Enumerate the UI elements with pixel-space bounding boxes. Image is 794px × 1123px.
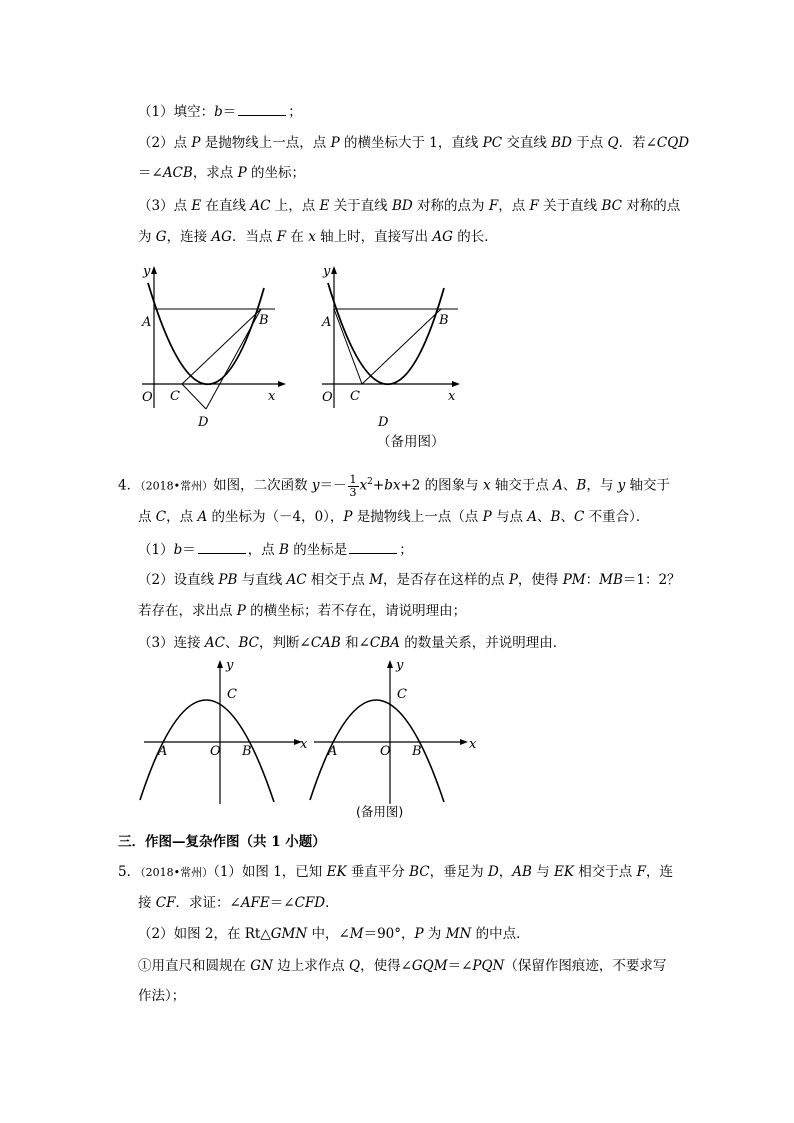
denominator: 3 (349, 485, 357, 499)
text: （2）如图 2，在 Rt△ (138, 926, 271, 942)
var: x (482, 477, 491, 494)
var: AB (512, 864, 532, 880)
q3-part2-line1 (138, 133, 689, 153)
label-B: B (412, 744, 422, 759)
label-A: A (158, 744, 168, 759)
text: 上，点 (270, 198, 320, 214)
var: Q (349, 958, 361, 974)
var: BD (391, 198, 413, 214)
text: +2 的图象与 (400, 477, 483, 494)
q4-part1 (138, 539, 413, 560)
answer-blank (349, 539, 397, 554)
text: 与 (531, 864, 555, 880)
label-C: C (397, 687, 407, 702)
var: M (349, 926, 364, 942)
var: EK (326, 864, 347, 880)
label-C: C (170, 389, 180, 404)
var: P (482, 509, 492, 525)
text: ． (325, 895, 339, 911)
exponent: 2 (367, 477, 373, 487)
text: 的坐标； (246, 165, 305, 181)
var: M (369, 572, 384, 588)
var: P (191, 135, 201, 151)
y-axis-arrow (217, 660, 223, 668)
text: （3）连接 (138, 635, 205, 651)
label-x: x (300, 737, 308, 752)
var: AG (432, 229, 453, 245)
var: GQM (411, 958, 448, 974)
text: ．求证：∠ (175, 895, 241, 911)
numerator: 1 (349, 472, 357, 486)
text: （2）设直线 (138, 572, 219, 588)
question-source: （2018•常州） (140, 479, 214, 493)
text: 在 (286, 229, 309, 245)
text: （1）填空： (138, 104, 215, 120)
line-DB (206, 309, 261, 409)
text: ，连 (645, 864, 673, 880)
text: 的长． (452, 229, 498, 245)
text: ＝∠ (138, 165, 163, 181)
text: ＝－ (319, 477, 347, 494)
q5-sub1-line2: 作法）； (138, 988, 186, 1004)
var: BC (238, 635, 259, 651)
x-axis-arrow (278, 381, 286, 387)
var: P (237, 165, 247, 181)
text: 边上求作点 (272, 958, 349, 974)
text: ＝ (182, 542, 196, 558)
label-A: A (322, 315, 332, 330)
text: ； (399, 542, 413, 558)
q4-part3 (138, 633, 566, 653)
text: （2）点 (138, 135, 192, 151)
text: 是抛物线上一点（点 (352, 509, 483, 525)
line-CB (362, 309, 441, 384)
label-y: y (323, 264, 331, 279)
line-CD (182, 384, 206, 409)
text: ，点 (498, 198, 530, 214)
text: 与点 (491, 509, 528, 525)
var: P (343, 509, 353, 525)
text: 关于直线 (329, 198, 392, 214)
var: Q (607, 135, 619, 151)
text: （3）点 (138, 198, 192, 214)
text: ，使得∠ (360, 958, 412, 974)
q4-line1 (118, 468, 670, 501)
text: 关于直线 (538, 198, 602, 214)
label-O: O (322, 390, 333, 405)
text: ＝∠ (269, 895, 295, 911)
text: ，判断∠ (259, 635, 311, 651)
text: ，是否存在这样的点 (383, 572, 509, 588)
var: F (276, 229, 287, 245)
var: CAB (310, 635, 341, 651)
text: 交直线 (502, 135, 552, 151)
answer-blank (238, 101, 286, 116)
q3-part1 (138, 101, 302, 122)
text: ，求点 (192, 165, 238, 181)
label-D: D (378, 415, 389, 430)
text: 的坐标是 (288, 542, 348, 558)
var: x (308, 229, 316, 245)
var: CFD (294, 895, 326, 911)
text: 如图，二次函数 (213, 477, 312, 494)
text: ①用直尺和圆规在 (138, 958, 251, 974)
x-axis-arrow (452, 381, 460, 387)
q4-figure-1 (136, 654, 310, 806)
text: （保留作图痕迹，不要求写 (504, 958, 667, 974)
q5-line2 (138, 893, 339, 913)
label-y: y (143, 264, 151, 279)
text: 轴上时，直接写出 (315, 229, 433, 245)
text: 相交于点 (574, 864, 637, 880)
q3-figure-1 (138, 258, 288, 430)
q4-part2-line1 (138, 570, 681, 590)
label-A: A (328, 744, 338, 759)
text: ＝1：2？ (622, 572, 681, 588)
var: x (359, 477, 368, 494)
label-C: C (350, 389, 360, 404)
label-B: B (439, 313, 449, 328)
text: 于点 (571, 135, 608, 151)
text: ， (498, 864, 513, 880)
var: B (576, 477, 587, 494)
y-axis-arrow (331, 266, 337, 274)
text: 对称的点为 (412, 198, 489, 214)
label-y: y (396, 658, 404, 673)
var: A (197, 509, 208, 525)
text: 为 (138, 229, 156, 245)
text: ，垂足为 (429, 864, 488, 880)
fraction (348, 474, 359, 499)
text: 、 (562, 477, 577, 494)
text: + (372, 477, 385, 494)
var: C (155, 509, 167, 525)
var: CF (155, 895, 176, 911)
text: 、 (560, 509, 574, 525)
text: 轴交于 (625, 477, 671, 494)
text: ，点 (166, 509, 198, 525)
var: G (155, 229, 167, 245)
var: CQD (656, 135, 690, 151)
x-axis-arrow (460, 739, 468, 745)
text: ，与 (586, 477, 618, 494)
parabola (148, 283, 264, 384)
var: b (214, 104, 223, 120)
y-axis-arrow (151, 266, 157, 274)
text: ； (288, 104, 302, 120)
var: D (487, 864, 499, 880)
label-B: B (259, 313, 269, 328)
var: AG (211, 229, 232, 245)
q3-part2-line2 (138, 163, 305, 183)
q5-sub1-line1 (138, 956, 666, 976)
text: ＝∠ (447, 958, 473, 974)
text: 相交于点 (306, 572, 370, 588)
text: 、 (224, 635, 239, 651)
text: 和∠ (340, 635, 370, 651)
var: P (330, 135, 340, 151)
var: PB (218, 572, 238, 588)
var: PM (562, 572, 586, 588)
var: PC (482, 135, 503, 151)
text: 为 (423, 926, 446, 942)
var: P (236, 603, 246, 619)
text: 不重合）． (584, 509, 650, 525)
var: AC (286, 572, 307, 588)
var: P (414, 926, 424, 942)
text: ＝ (222, 104, 237, 120)
parabola (328, 283, 444, 384)
var: F (488, 198, 499, 214)
line-AC (334, 309, 362, 384)
text: ，点 (247, 542, 280, 558)
text: 中，∠ (307, 926, 350, 942)
q3-part3-line2 (138, 227, 498, 247)
var: E (319, 198, 330, 214)
text: 的数量关系，并说明理由． (399, 635, 567, 651)
label-C: C (227, 687, 237, 702)
var: B (279, 542, 289, 558)
answer-blank (198, 539, 246, 554)
label-A: A (142, 315, 152, 330)
label-x: x (448, 389, 456, 404)
text: 点 (138, 509, 156, 525)
text: 的横坐标；若不存在，请说明理由； (245, 603, 467, 619)
text: 是抛物线上一点，点 (200, 135, 331, 151)
label-x: x (469, 737, 477, 752)
q5-part2 (138, 924, 530, 944)
label-B: B (242, 744, 252, 759)
label-D: D (198, 415, 209, 430)
q3-figure-2 (318, 258, 468, 430)
text: 轴交于点 (490, 477, 554, 494)
section-title: 三．作图—复杂作图（共 1 小题） (118, 834, 326, 850)
var: E (191, 198, 202, 214)
text: 、 (537, 509, 551, 525)
text: 在直线 (201, 198, 251, 214)
var: B (550, 509, 561, 525)
label-x: x (268, 389, 276, 404)
q3-figure-caption: （备用图） (377, 434, 445, 450)
var: GN (250, 958, 273, 974)
var: P (508, 572, 518, 588)
q5-line1 (118, 862, 673, 883)
var: MB (599, 572, 623, 588)
q4-part2-line2 (138, 601, 466, 621)
var: ACB (162, 165, 193, 181)
y-axis-arrow (387, 660, 393, 668)
text: 若存在，求出点 (138, 603, 237, 619)
var: bx (384, 477, 401, 494)
text: ，使得 (517, 572, 563, 588)
var: y (311, 477, 320, 494)
text: 与直线 (237, 572, 287, 588)
var: C (573, 509, 585, 525)
var: b (173, 542, 183, 558)
text: ．若∠ (618, 135, 657, 151)
label-O: O (380, 744, 391, 759)
var: AFE (240, 895, 270, 911)
label-y: y (226, 658, 234, 673)
q4-figure-2 (306, 654, 480, 806)
text: 的横坐标大于 1，直线 (339, 135, 483, 151)
var: MN (445, 926, 472, 942)
var: y (617, 477, 626, 494)
text: ＝90°， (363, 926, 415, 942)
var: BC (601, 198, 622, 214)
q4-line2 (138, 507, 649, 527)
text: ，连接 (166, 229, 212, 245)
q3-part3-line1 (138, 196, 680, 216)
var: GMN (270, 926, 308, 942)
q4-figure-caption: (备用图) (356, 804, 404, 819)
var: AC (250, 198, 271, 214)
label-O: O (210, 744, 221, 759)
text: 接 (138, 895, 156, 911)
label-O: O (142, 390, 153, 405)
question-number: 5． (118, 864, 141, 880)
text: 对称的点 (621, 198, 681, 214)
text: ．当点 (231, 229, 277, 245)
var: AC (204, 635, 225, 651)
var: BD (551, 135, 572, 151)
var: BC (409, 864, 430, 880)
text: （1）如图 1，已知 (213, 864, 327, 880)
line-CB (182, 309, 261, 384)
text: （1） (138, 542, 174, 558)
var: A (527, 509, 538, 525)
var: CBA (369, 635, 400, 651)
var: PQN (472, 958, 505, 974)
question-source: （2018•常州） (140, 866, 214, 879)
text: 垂直平分 (346, 864, 410, 880)
text: 的中点． (471, 926, 530, 942)
var: F (636, 864, 646, 880)
var: EK (554, 864, 574, 880)
text: ： (585, 572, 600, 588)
var: F (529, 198, 539, 214)
var: A (553, 477, 563, 494)
text: 的坐标为（－4，0）， (207, 509, 344, 525)
question-number: 4． (118, 477, 141, 494)
